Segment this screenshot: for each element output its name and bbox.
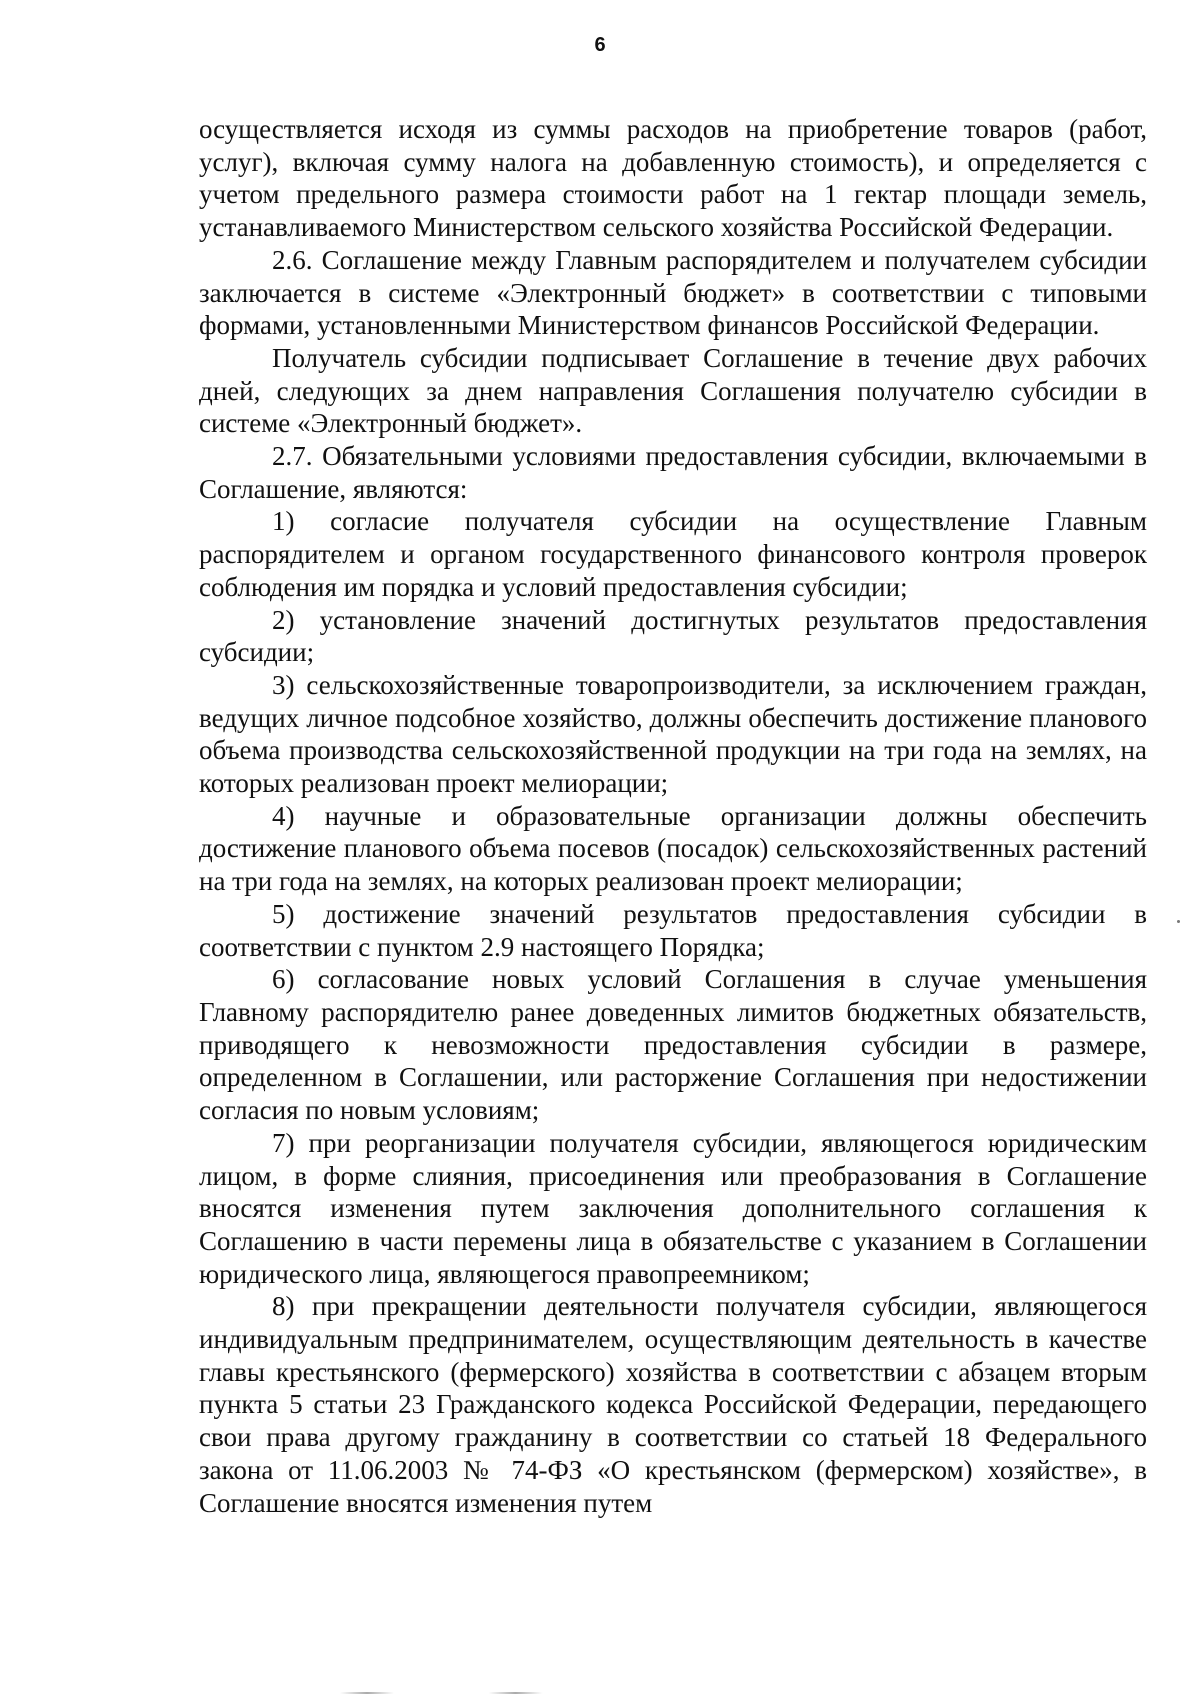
- list-item-1: 1) согласие получателя субсидии на осуществление Главным распорядителем и органом государственного финансового контроля проверок соблюдения им порядка и условий предоставления субсидии;: [199, 506, 1147, 602]
- paragraph-2-7: 2.7. Обязательными условиями предоставления субсидии, включаемыми в Соглашение, являются:: [199, 441, 1147, 504]
- paragraph-signing: Получатель субсидии подписывает Соглашение в течение двух рабочих дней, следующих за днем направления Соглашения получателю субсидии в системе «Электронный бюджет».: [199, 342, 1147, 439]
- scan-artifact-dot: [1177, 920, 1180, 923]
- paragraph-2-6: 2.6. Соглашение между Главным распорядителем и получателем субсидии заключается в системе «Электронный бюджет» в соответствии с типовыми формами, установленными Министерством финансов Российской Федерации.: [199, 244, 1147, 341]
- list-item-3: 3) сельскохозяйственные товаропроизводители, за исключением граждан, ведущих личное подсобное хозяйство, должны обеспечить достижение планового объема производства сельскохозяйственной продукции на три года на землях, на которых реализован проект мелиорации;: [199, 669, 1147, 799]
- list-item-4: 4) научные и образовательные организации должны обеспечить достижение планового объема посевов (посадок) сельскохозяйственных растений на три года на землях, на которых реализован проект мелиорации;: [199, 800, 1147, 897]
- list-item-8: 8) при прекращении деятельности получателя субсидии, являющегося индивидуальным предпринимателем, осуществляющим деятельность в качестве главы крестьянского (фермерского) хозяйства в соответствии с абзацем вторым пункта 5 статьи 23 Гражданского кодекса Российской Федерации, передающего свои права другому гражданину в соответствии со статьей 18 Федерального закона от 11.06.2003 № 74-ФЗ «О крестьянском (фермерском) хозяйстве», в Соглашение вносятся изменения путем: [199, 1291, 1147, 1518]
- document-body: [199, 113, 1147, 1519]
- list-item-7: 7) при реорганизации получателя субсидии, являющегося юридическим лицом, в форме слияния, присоединения или преобразования в Соглашение вносятся изменения путем заключения дополнительного соглашения к Соглашению в части перемены лица в обязательстве с указанием в Соглашении юридического лица, являющегося правопреемником;: [199, 1127, 1147, 1289]
- list-item-2: 2) установление значений достигнутых результатов предоставления субсидии;: [199, 604, 1147, 668]
- list-item-5: 5) достижение значений результатов предоставления субсидии в соответствии с пунктом 2.9 настоящего Порядка;: [199, 898, 1147, 962]
- page-number: 6: [594, 34, 606, 56]
- paragraph-continuation: осуществляется исходя из суммы расходов на приобретение товаров (работ, услуг), включая сумму налога на добавленную стоимость), и определяется с учетом предельного размера стоимости работ на 1 гектар площади земель, устанавливаемого Министерством сельского хозяйства Российской Федерации.: [199, 114, 1147, 243]
- scan-artifact-smudge: [340, 1692, 610, 1694]
- list-item-6: 6) согласование новых условий Соглашения в случае уменьшения Главному распорядителю ранее доведенных лимитов бюджетных обязательств, приводящего к невозможности предоставления субсидии в размере, определенном в Соглашении, или расторжение Соглашения при недостижении согласия по новым условиям;: [199, 964, 1147, 1126]
